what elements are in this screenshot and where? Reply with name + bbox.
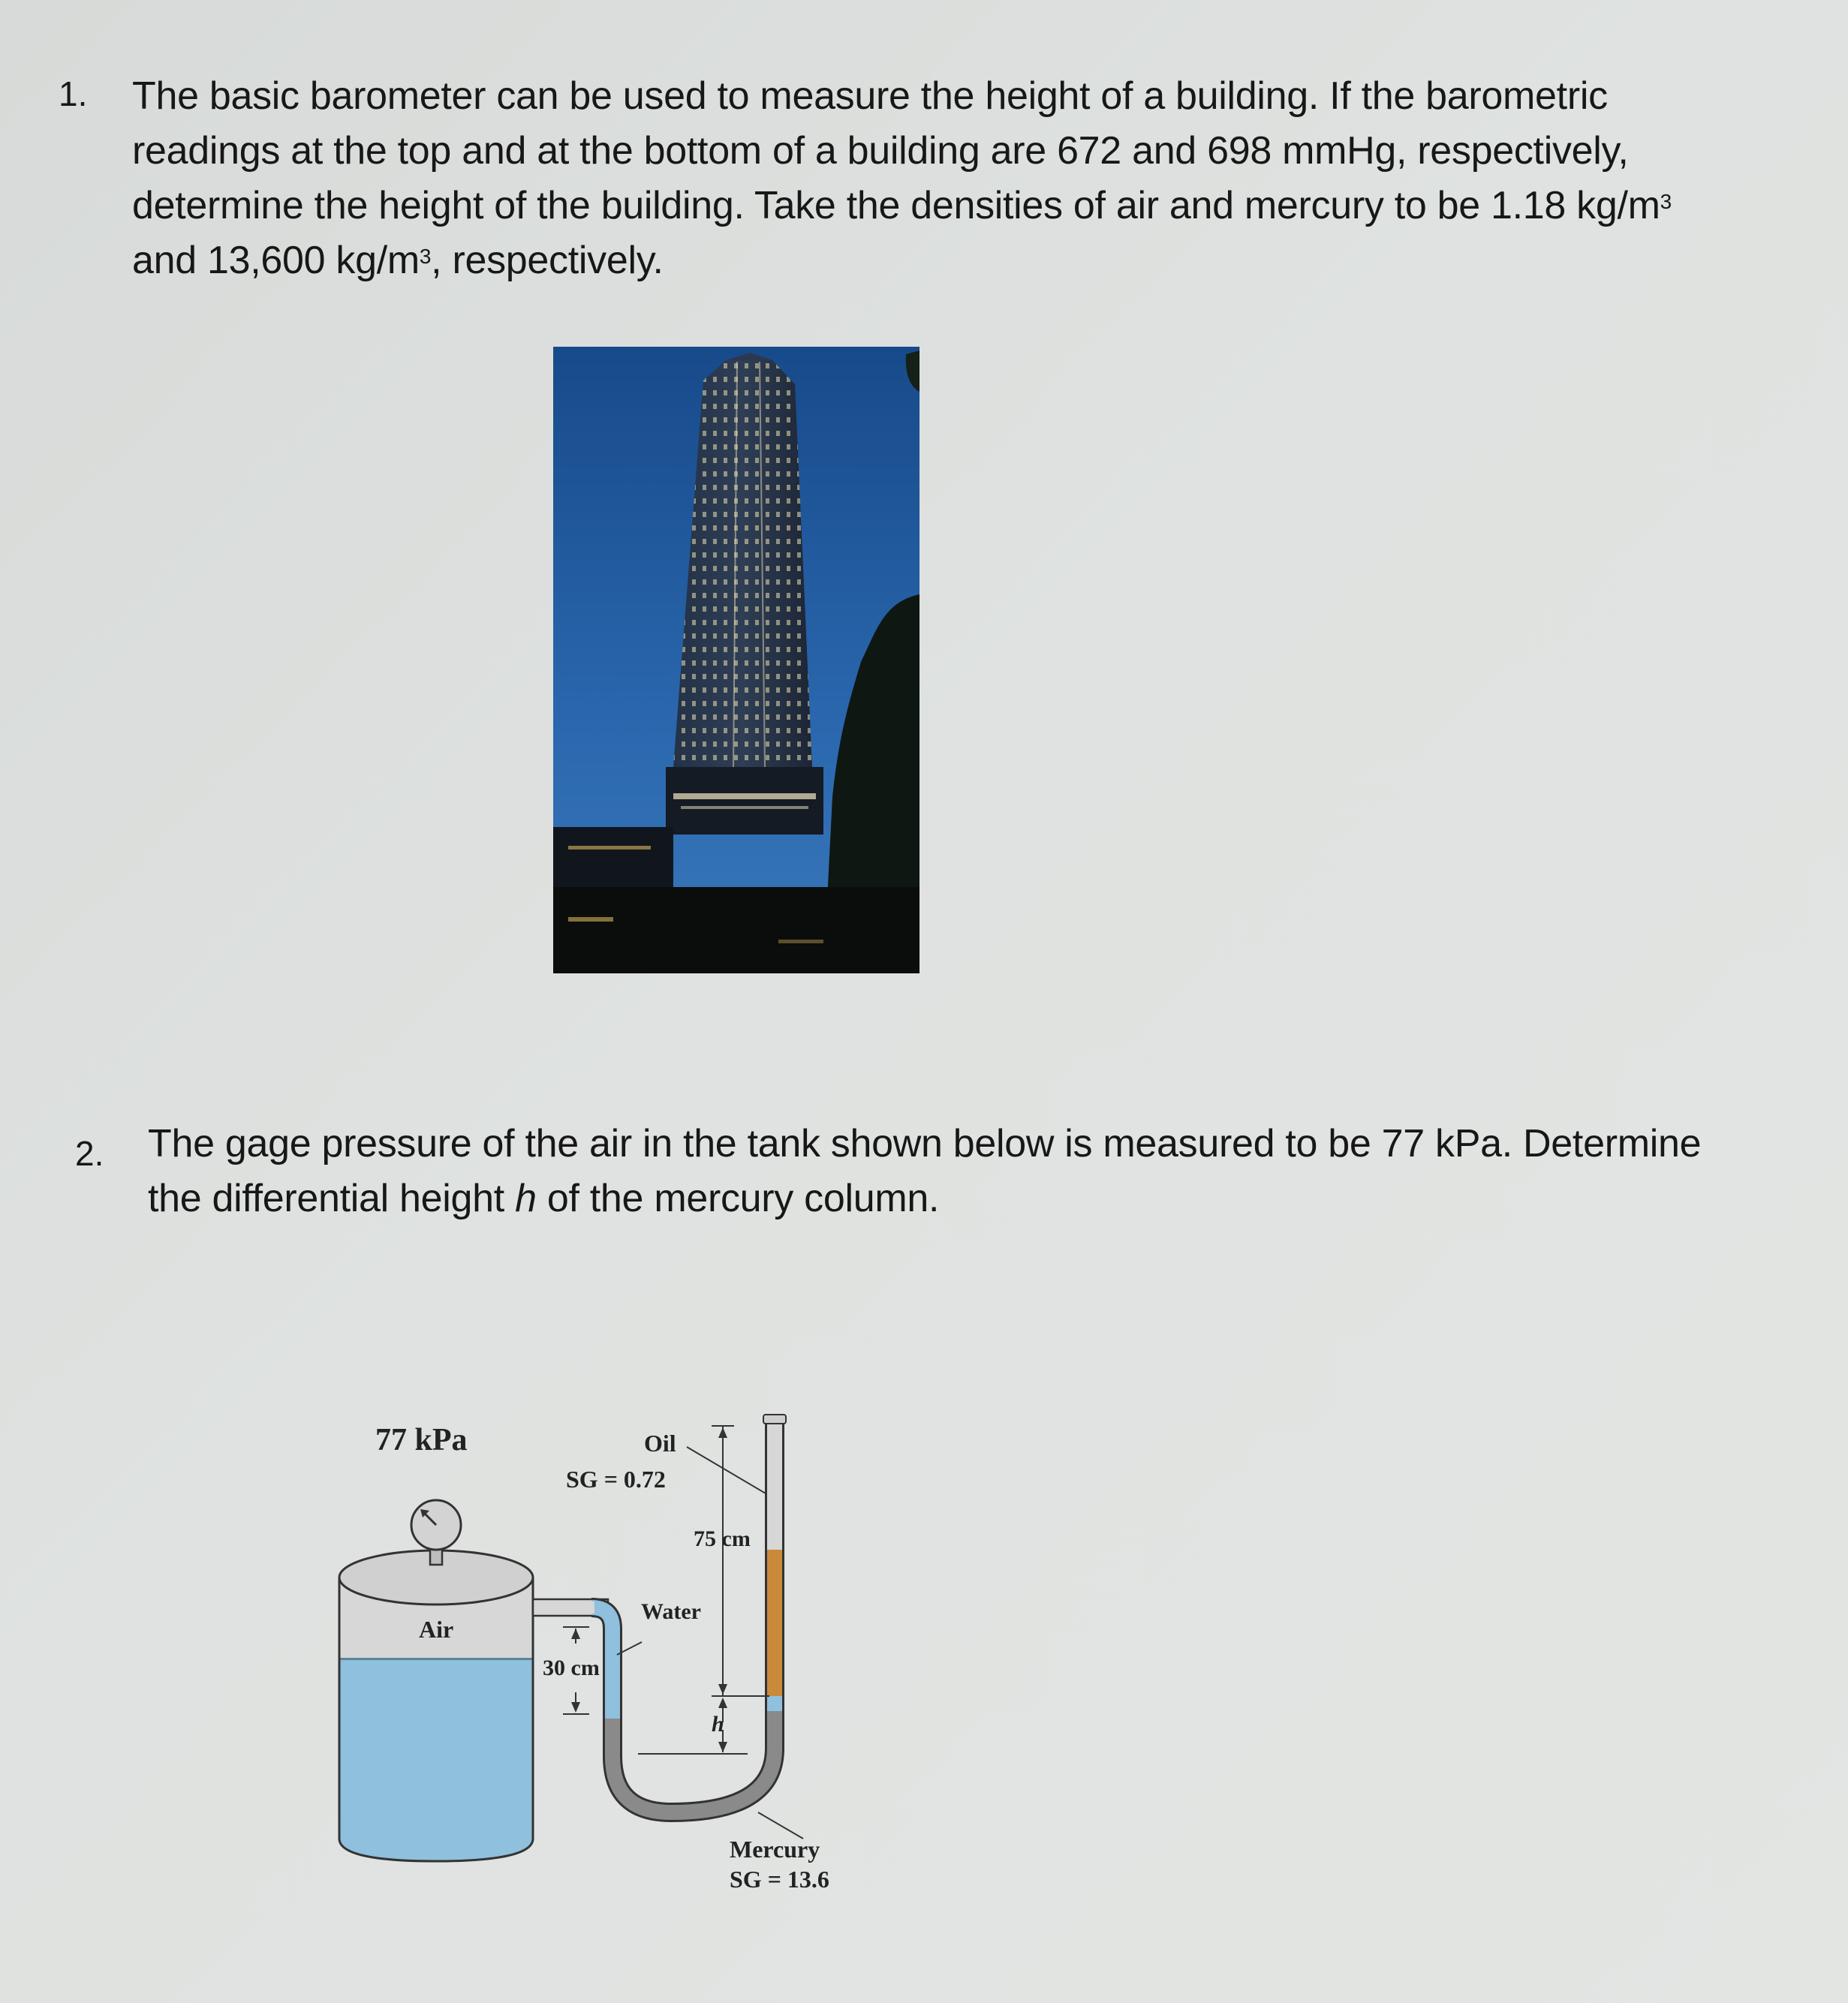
problem-1-line-3 [132, 179, 1672, 233]
manometer-diagram [315, 1388, 886, 1899]
mercury-density: and 13,600 kg/m [132, 239, 420, 282]
problem-2-number: 2. [75, 1134, 104, 1173]
dim-30-label: 30 cm [543, 1656, 600, 1680]
problem-2-text [148, 1117, 1701, 1226]
problem-1-line-4 [132, 233, 1672, 288]
problem-1-line-1: The basic barometer can be used to measure the height of a building. If the barometric [132, 74, 1608, 118]
tank-water [339, 1659, 533, 1861]
water-label: Water [641, 1599, 701, 1624]
problem-1-line-4-end: , respectively. [431, 239, 664, 282]
dim-75-label: 75 cm [694, 1526, 751, 1551]
variable-h: h [515, 1177, 537, 1220]
problem-1-number: 1. [59, 74, 88, 113]
h-label: h [712, 1712, 724, 1737]
problem-1-line-2: readings at the top and at the bottom of a building are 672 and 698 mmHg, respectively, [132, 129, 1629, 173]
pressure-label: 77 kPa [375, 1423, 468, 1457]
oil-sg-label: SG = 0.72 [566, 1466, 666, 1493]
problem-1-line-3-text: determine the height of the building. Take the densities of air and mercury to be [132, 184, 1480, 227]
problem-2-line-2-end: of the mercury column. [536, 1177, 940, 1220]
problem-2-line-1: The gage pressure of the air in the tank shown below is measured to be 77 kPa. Determine [148, 1122, 1702, 1165]
problem-2-line-2 [148, 1171, 1701, 1226]
building-photo [553, 347, 919, 973]
air-density-unit: 1.18 kg/m [1491, 184, 1660, 227]
problem-2-line-2-start: the differential height [148, 1177, 516, 1220]
mercury-density-exponent: 3 [419, 245, 432, 268]
mercury-label: Mercury [730, 1836, 820, 1863]
problem-1-text [132, 69, 1672, 288]
mercury-sg-label: SG = 13.6 [730, 1866, 829, 1893]
air-density-exponent: 3 [1660, 190, 1672, 213]
oil-label: Oil [644, 1430, 676, 1457]
air-label: Air [419, 1616, 454, 1643]
